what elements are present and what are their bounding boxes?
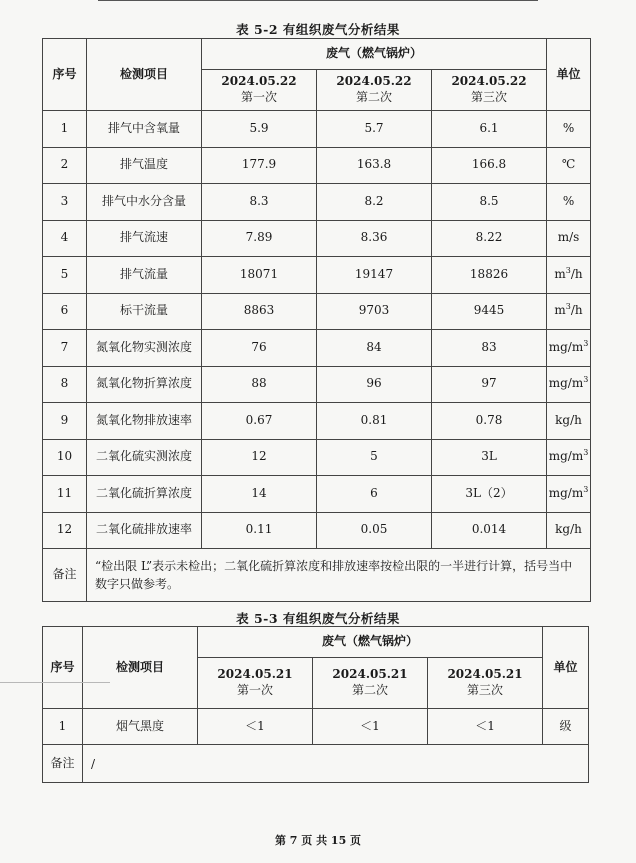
note-text: “检出限 L”表示未检出；二氧化硫折算浓度和排放速率按检出限的一半进行计算，括号当中数字只做参考。 [87,549,591,602]
cell-run-2: 5 [317,439,432,476]
cell-run-1: 8.3 [202,184,317,221]
cell-unit: $mg/m^3$ [547,476,591,513]
table-5-3 [42,626,589,783]
cell-no: 5 [43,257,87,294]
cell-run-3: ＜1 [428,709,543,745]
cell-run-3: 6.1 [432,111,547,148]
cell-run-2: 5.7 [317,111,432,148]
page-footer: 第 7 页 共 15 页 [274,834,362,847]
cell-unit: $m^3/h$ [547,293,591,330]
table-5-2-caption: 表 5-2 有组织废气分析结果 [236,22,400,37]
table-row [43,147,591,184]
cell-unit: kg/h [547,512,591,549]
cell-no: 9 [43,403,87,440]
cell-item: 标干流量 [87,293,202,330]
col-header-group: 废气（燃气锅炉） [202,39,547,70]
table-row [43,709,589,745]
cell-run-2: 9703 [317,293,432,330]
cell-unit: m/s [547,220,591,257]
cell-run-1: ＜1 [198,709,313,745]
cell-run-3: 97 [432,366,547,403]
cell-item: 二氧化硫排放速率 [87,512,202,549]
table-row [43,439,591,476]
cell-run-2: ＜1 [313,709,428,745]
cell-no: 10 [43,439,87,476]
cell-run-2: 84 [317,330,432,367]
table-row [43,184,591,221]
cell-run-2: 8.2 [317,184,432,221]
cell-run-1: 14 [202,476,317,513]
run-header-3: 2024.05.22 第三次 [432,70,547,111]
cell-unit: ℃ [547,147,591,184]
cell-item: 排气流量 [87,257,202,294]
cell-item: 排气中水分含量 [87,184,202,221]
cell-item: 氮氧化物折算浓度 [87,366,202,403]
run-header-2: 2024.05.22 第二次 [317,70,432,111]
cell-item: 排气流速 [87,220,202,257]
table-row [43,330,591,367]
run-header-3: 2024.05.21 第三次 [428,658,543,709]
cell-item: 氮氧化物排放速率 [87,403,202,440]
cell-item: 二氧化硫实测浓度 [87,439,202,476]
cell-run-2: 163.8 [317,147,432,184]
table-row [43,257,591,294]
cell-run-3: 166.8 [432,147,547,184]
cell-unit: $mg/m^3$ [547,330,591,367]
cell-no: 6 [43,293,87,330]
cell-item: 烟气黑度 [83,709,198,745]
run-header-2: 2024.05.21 第二次 [313,658,428,709]
cell-no: 1 [43,111,87,148]
cell-no: 11 [43,476,87,513]
cell-run-1: 5.9 [202,111,317,148]
cell-run-3: 8.22 [432,220,547,257]
margin-mark [0,682,110,683]
cell-run-3: 0.78 [432,403,547,440]
table-5-2 [42,38,591,602]
cell-run-3: 0.014 [432,512,547,549]
cell-no: 3 [43,184,87,221]
cell-unit: $mg/m^3$ [547,439,591,476]
cell-unit: % [547,111,591,148]
col-header-unit: 单位 [547,39,591,111]
cell-item: 二氧化硫折算浓度 [87,476,202,513]
run-header-1: 2024.05.22 第一次 [202,70,317,111]
cell-run-1: 18071 [202,257,317,294]
cell-no: 1 [43,709,83,745]
cell-unit: kg/h [547,403,591,440]
cell-run-2: 0.81 [317,403,432,440]
cell-run-1: 177.9 [202,147,317,184]
table-row [43,220,591,257]
cell-no: 12 [43,512,87,549]
cell-run-2: 19147 [317,257,432,294]
cell-item: 氮氧化物实测浓度 [87,330,202,367]
cell-item: 排气中含氧量 [87,111,202,148]
cell-run-3: 8.5 [432,184,547,221]
note-label: 备注 [43,549,87,602]
run-header-1: 2024.05.21 第一次 [198,658,313,709]
cell-unit: $m^3/h$ [547,257,591,294]
cell-run-2: 8.36 [317,220,432,257]
cell-no: 4 [43,220,87,257]
table-row [43,366,591,403]
cell-run-1: 0.11 [202,512,317,549]
top-rule [98,0,538,1]
cell-no: 7 [43,330,87,367]
table-row [43,403,591,440]
col-header-group: 废气（燃气锅炉） [198,627,543,658]
cell-run-2: 0.05 [317,512,432,549]
cell-run-3: 3L [432,439,547,476]
cell-unit: % [547,184,591,221]
cell-run-1: 8863 [202,293,317,330]
cell-run-3: 18826 [432,257,547,294]
col-header-item: 检测项目 [83,627,198,709]
table-5-3-caption: 表 5-3 有组织废气分析结果 [236,611,400,626]
cell-unit: 级 [543,709,589,745]
table-row [43,512,591,549]
cell-run-2: 96 [317,366,432,403]
cell-run-3: 3L（2） [432,476,547,513]
cell-run-1: 88 [202,366,317,403]
cell-run-1: 0.67 [202,403,317,440]
col-header-unit: 单位 [543,627,589,709]
table-row [43,293,591,330]
cell-run-2: 6 [317,476,432,513]
cell-no: 8 [43,366,87,403]
cell-no: 2 [43,147,87,184]
note-text: / [83,745,589,783]
note-label: 备注 [43,745,83,783]
cell-run-1: 76 [202,330,317,367]
cell-run-3: 9445 [432,293,547,330]
table-row [43,111,591,148]
cell-unit: $mg/m^3$ [547,366,591,403]
cell-item: 排气温度 [87,147,202,184]
cell-run-1: 12 [202,439,317,476]
col-header-no: 序号 [43,627,83,709]
cell-run-3: 83 [432,330,547,367]
cell-run-1: 7.89 [202,220,317,257]
col-header-item: 检测项目 [87,39,202,111]
table-row [43,476,591,513]
col-header-no: 序号 [43,39,87,111]
